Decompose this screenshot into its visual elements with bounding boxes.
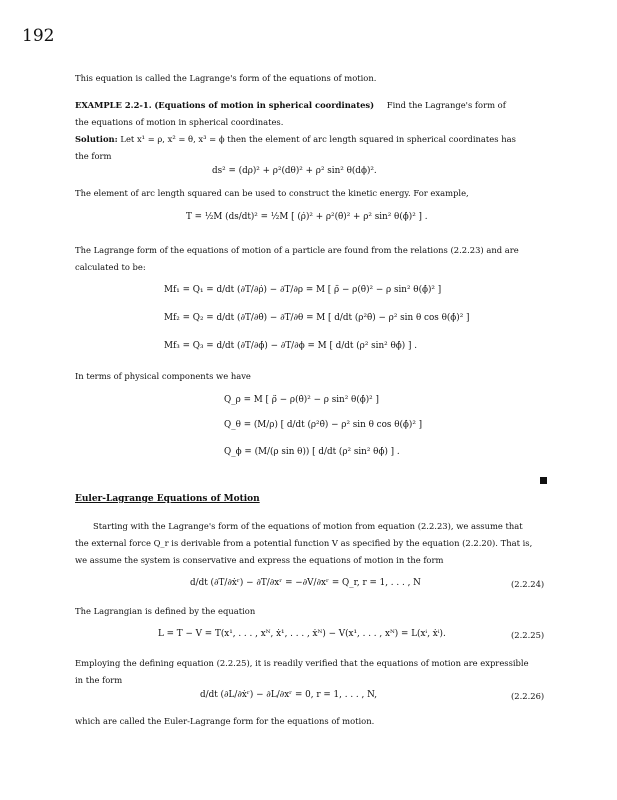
equation-q-phi: Q_ϕ = (M/(ρ sin θ)) [ d/dt (ρ² sin² θϕ̇) ] . bbox=[224, 447, 400, 457]
equation-mf3: Mf₃ = Q₃ = d/dt (∂T/∂ϕ̇) − ∂T/∂ϕ = M [ d/dt (ρ² sin² θϕ̇) ] . bbox=[164, 341, 418, 351]
example-task: Find the Lagrange's form of bbox=[386, 100, 506, 110]
qed-square-icon bbox=[540, 477, 547, 484]
intro-text: This equation is called the Lagrange's form of the equations of motion. bbox=[75, 73, 377, 83]
solution-label: Solution: bbox=[75, 134, 118, 144]
para1-line1: Starting with the Lagrange's form of the equations of motion from equation (2.2.23), we assume that bbox=[93, 521, 523, 531]
example-label: EXAMPLE 2.2-1. bbox=[75, 100, 152, 110]
equation-ds2: ds² = (dρ)² + ρ²(dθ)² + ρ² sin² θ(dϕ)². bbox=[212, 166, 377, 176]
solution-line bbox=[75, 131, 545, 148]
equation-2225: L = T − V = T(x¹, . . . , xᴺ, ẋ¹, . . . , ẋᴺ) − V(x¹, . . . , xᴺ) = L(xⁱ, ẋⁱ). bbox=[158, 629, 446, 639]
equation-mf2: Mf₂ = Q₂ = d/dt (∂T/∂θ̇) − ∂T/∂θ = M [ d/dt (ρ²θ̇) − ρ² sin θ cos θ(ϕ̇)² ] bbox=[164, 313, 470, 323]
equation-mf1: Mf₁ = Q₁ = d/dt (∂T/∂ρ̇) − ∂T/∂ρ = M [ ρ̈ − ρ(θ̇)² − ρ sin² θ(ϕ̇)² ] bbox=[164, 285, 442, 295]
kinetic-text: The element of arc length squared can be used to construct the kinetic energy. For example, bbox=[75, 188, 469, 198]
lagrangian-text: The Lagrangian is defined by the equation bbox=[75, 606, 256, 616]
equation-number-2226: (2.2.26) bbox=[511, 691, 545, 701]
example-title: (Equations of motion in spherical coordinates) bbox=[154, 100, 375, 110]
solution-text: Let x¹ = ρ, x² = θ, x³ = ϕ then the element of arc length squared in spherical coordinates has bbox=[120, 134, 516, 144]
lagrange-text-cont: calculated to be: bbox=[75, 262, 146, 272]
equation-2224: d/dt (∂T/∂ẋʳ) − ∂T/∂xʳ = −∂V/∂xʳ = Q_r, r = 1, . . . , N bbox=[190, 578, 421, 588]
equation-number-2224: (2.2.24) bbox=[511, 579, 545, 589]
example-task-cont: the equations of motion in spherical coordinates. bbox=[75, 117, 284, 127]
lagrange-text: The Lagrange form of the equations of motion of a particle are found from the relations (2.2.23) and are bbox=[75, 245, 519, 255]
para1-line2: the external force Q_r is derivable from a potential function V as specified by the equation (2.2.20). That is, bbox=[75, 538, 533, 548]
employing-text-cont: in the form bbox=[75, 675, 123, 685]
page-number: 192 bbox=[22, 26, 55, 46]
section-heading: Euler-Lagrange Equations of Motion bbox=[75, 494, 260, 504]
closing-text: which are called the Euler-Lagrange form for the equations of motion. bbox=[75, 716, 375, 726]
equation-q-rho: Q_ρ = M [ ρ̈ − ρ(θ̇)² − ρ sin² θ(ϕ̇)² ] bbox=[224, 395, 379, 405]
equation-2226: d/dt (∂L/∂ẋʳ) − ∂L/∂xʳ = 0, r = 1, . . . , N, bbox=[200, 690, 378, 700]
equation-number-2225: (2.2.25) bbox=[511, 630, 545, 640]
example-header bbox=[75, 97, 545, 114]
para1-line3: we assume the system is conservative and express the equations of motion in the form bbox=[75, 555, 444, 565]
physical-text: In terms of physical components we have bbox=[75, 371, 251, 381]
equation-kinetic-energy: T = ½M (ds/dt)² = ½M [ (ρ̇)² + ρ²(θ̇)² + ρ² sin² θ(ϕ̇)² ] . bbox=[186, 212, 428, 222]
equation-q-theta: Q_θ = (M/ρ) [ d/dt (ρ²θ̇) − ρ² sin θ cos θ(ϕ̇)² ] bbox=[224, 420, 423, 430]
solution-text-cont: the form bbox=[75, 151, 112, 161]
employing-text: Employing the defining equation (2.2.25), it is readily verified that the equations of motion are expressible bbox=[75, 658, 529, 668]
